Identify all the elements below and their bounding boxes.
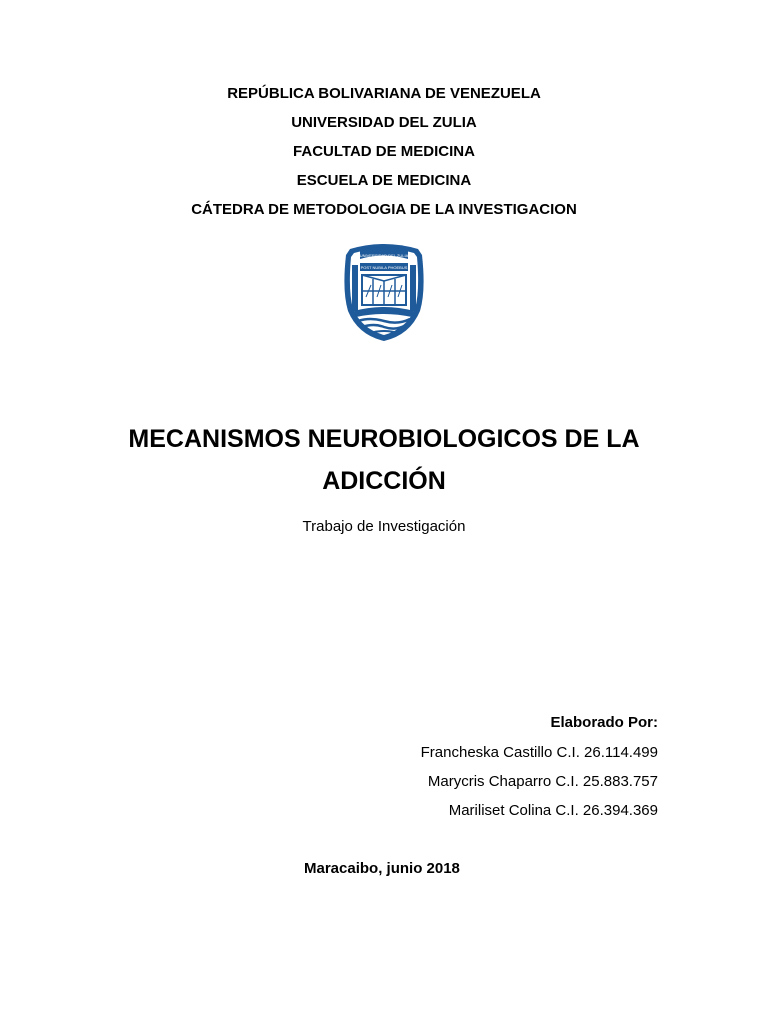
header-university: UNIVERSIDAD DEL ZULIA <box>291 114 477 131</box>
seal-top-text: UNIVERSIDAD DEL ZULIA <box>359 253 409 258</box>
document-title-line1: MECANISMOS NEUROBIOLOGICOS DE LA <box>128 425 640 453</box>
header-school: ESCUELA DE MEDICINA <box>296 172 472 189</box>
place-date: Maracaibo, junio 2018 <box>304 860 460 877</box>
university-seal-icon <box>340 241 428 343</box>
header-republic: REPÚBLICA BOLIVARIANA DE VENEZUELA <box>227 85 541 102</box>
header-department: CÁTEDRA DE METODOLOGIA DE LA INVESTIGACION <box>191 201 577 218</box>
author-2: Marycris Chaparro C.I. 25.883.757 <box>427 773 658 790</box>
seal-motto-text: POST NUBILA PHOEBUS <box>360 265 408 270</box>
header-faculty: FACULTAD DE MEDICINA <box>293 143 475 160</box>
author-3: Mariliset Colina C.I. 26.394.369 <box>448 802 658 819</box>
document-subtitle: Trabajo de Investigación <box>302 518 466 535</box>
document-title-line2: ADICCIÓN <box>322 467 446 495</box>
authors-heading: Elaborado Por: <box>550 714 658 731</box>
author-1: Francheska Castillo C.I. 26.114.499 <box>420 744 658 761</box>
